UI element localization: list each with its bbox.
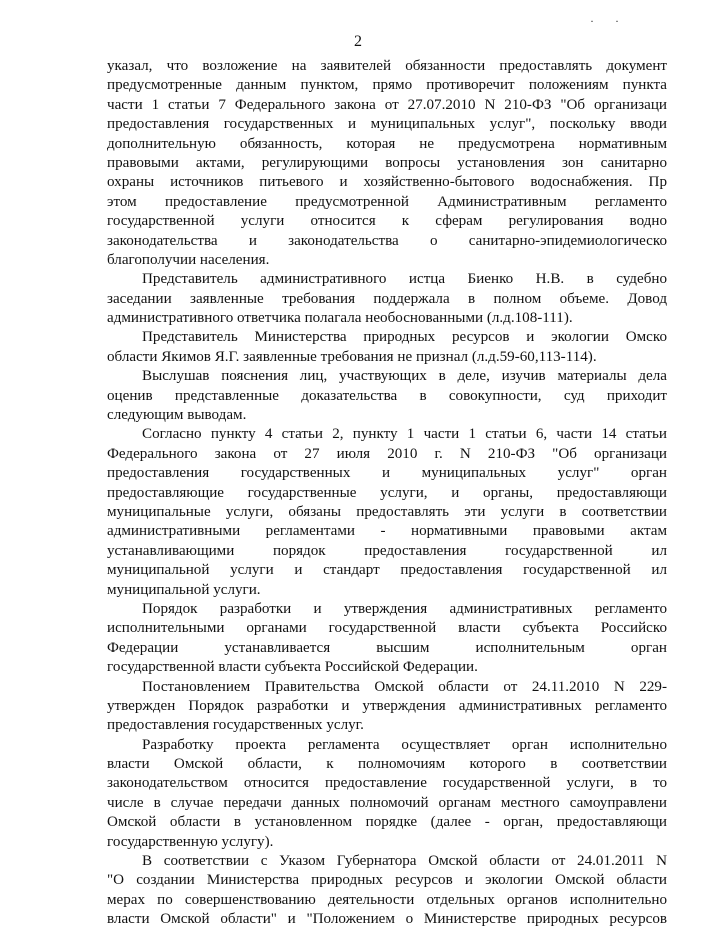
text-line: области Якимов Я.Г. заявленные требования не признал (л.д.59-60,113-114).: [107, 348, 597, 365]
text-line: Федерального закона от 27 июля 2010 г. N 210-ФЗ "Об организаци: [107, 445, 667, 462]
text-line: муниципальные услуги, обязаны предоставлять эти услуги в соответствии: [107, 503, 667, 520]
text-line: части 1 статьи 7 Федерального закона от 27.07.2010 N 210-ФЗ "Об организаци: [107, 96, 667, 113]
text-line: следующим выводам.: [107, 407, 247, 424]
text-line: предоставления государственных и муниципальных услуг" орган: [107, 465, 667, 482]
text-line: Омской области в установленном порядке (далее - орган, предоставляющи: [107, 814, 667, 831]
text-line: Разработку проекта регламента осуществляет орган исполнительно: [142, 736, 667, 753]
text-line: мерах по совершенствованию деятельности отдельных органов исполнительно: [107, 891, 667, 908]
document-body: [107, 57, 667, 930]
text-line: Представитель административного истца Биенко Н.В. в судебно: [142, 271, 667, 288]
text-line: утвержден Порядок разработки и утверждения административных регламенто: [107, 697, 667, 714]
text-line: "О создании Министерства природных ресурсов и экологии Омской области: [107, 872, 667, 889]
text-line: Представитель Министерства природных ресурсов и экологии Омско: [142, 329, 667, 346]
text-line: административного ответчика полагала необоснованными (л.д.108-111).: [107, 310, 573, 327]
text-line: благополучии населения.: [107, 251, 270, 268]
text-line: предусмотренные данным пунктом, прямо противоречит положениям пункта: [107, 77, 667, 94]
text-line: власти Омской области" и "Положением о Министерстве природных ресурсов: [107, 911, 667, 928]
page-number: 2: [354, 33, 362, 50]
text-line: дополнительную обязанность, которая не предусмотрена нормативным: [107, 135, 667, 152]
text-line: Выслушав пояснения лиц, участвующих в деле, изучив материалы дела: [142, 368, 667, 385]
text-line: законодательством относится предоставление государственной услуги, в то: [107, 775, 667, 792]
text-line: оценив представленные доказательства в совокупности, суд приходит: [107, 387, 667, 404]
text-line: государственную услугу).: [107, 833, 274, 850]
text-line: указал, что возложение на заявителей обязанности предоставлять документ: [107, 58, 667, 74]
text-line: этом предоставление предусмотренной Административным регламенто: [107, 193, 667, 210]
text-line: государственной услуги относится к сферам регулирования водно: [107, 213, 667, 230]
text-line: правовыми актами, регулирующими вопросы установления зон санитарно: [107, 154, 667, 171]
text-line: административными регламентами - нормативными правовыми актам: [107, 523, 667, 540]
scan-marks: · ·: [590, 14, 628, 28]
text-line: Постановлением Правительства Омской области от 24.11.2010 N 229-: [142, 678, 667, 695]
text-line: заседании заявленные требования поддержала в полном объеме. Довод: [107, 290, 667, 307]
text-line: Согласно пункту 4 статьи 2, пункту 1 части 1 статьи 6, части 14 статьи: [142, 426, 667, 443]
text-line: предоставления государственных услуг.: [107, 717, 364, 734]
text-line: Федерации устанавливается высшим исполнительным орган: [107, 639, 667, 656]
text-line: числе в случае передачи данных полномочий органам местного самоуправлени: [107, 794, 667, 811]
text-line: Порядок разработки и утверждения административных регламенто: [142, 600, 667, 617]
text-line: охраны источников питьевого и хозяйственно-бытового водоснабжения. Пр: [107, 174, 667, 191]
text-line: муниципальной услуги и стандарт предоставления государственной ил: [107, 562, 667, 579]
text-line: предоставления государственных и муниципальных услуг", поскольку вводи: [107, 116, 667, 133]
text-line: устанавливающими порядок предоставления государственной ил: [107, 542, 667, 559]
text-line: В соответствии с Указом Губернатора Омской области от 24.01.2011 N: [142, 853, 667, 870]
text-line: предоставляющие государственные услуги, и органы, предоставляющи: [107, 484, 667, 501]
text-line: исполнительными органами государственной власти субъекта Российско: [107, 620, 667, 637]
text-line: законодательства и законодательства о санитарно-эпидемиологическо: [107, 232, 667, 249]
text-line: власти Омской области, к полномочиям которого в соответствии: [107, 756, 667, 773]
text-line: муниципальной услуги.: [107, 581, 261, 598]
text-line: государственной власти субъекта Российской Федерации.: [107, 659, 478, 676]
